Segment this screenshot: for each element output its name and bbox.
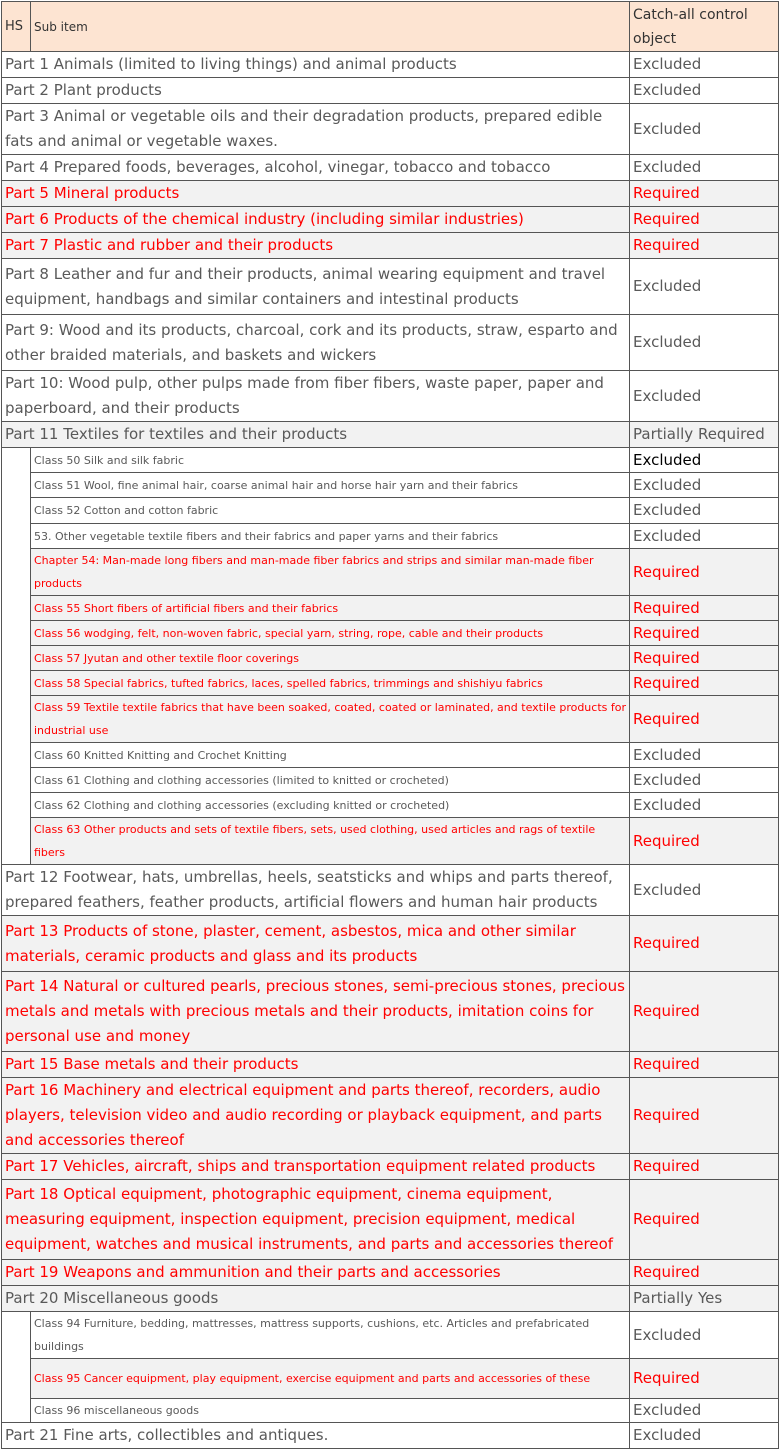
part-row — [2, 104, 779, 155]
control-value-cell: Required — [630, 207, 779, 233]
indent-gutter — [2, 743, 31, 768]
part-row — [2, 1180, 779, 1260]
control-value-cell: Excluded — [630, 1423, 779, 1449]
control-value-cell: Excluded — [630, 448, 779, 473]
sub-item-cell: Part 18 Optical equipment, photographic equipment, cinema equipment, measuring equipment, inspection equipment, precision equipment, medical equipment, watches and musical instruments, and parts and accessories thereof — [2, 1180, 630, 1260]
sub-item-cell: Class 52 Cotton and cotton fabric — [31, 498, 630, 524]
sub-item-cell: Class 63 Other products and sets of textile fibers, sets, used clothing, used articles and rags of textile fibers — [31, 818, 630, 865]
control-value-cell: Excluded — [630, 78, 779, 104]
part-row — [2, 78, 779, 104]
part-row — [2, 181, 779, 207]
class-row — [2, 524, 779, 549]
control-value-cell: Excluded — [630, 259, 779, 315]
part-row — [2, 259, 779, 315]
control-value-cell: Excluded — [630, 473, 779, 498]
part-row — [2, 1154, 779, 1180]
sub-item-cell: Class 60 Knitted Knitting and Crochet Knitting — [31, 743, 630, 768]
sub-item-cell: Part 11 Textiles for textiles and their products — [2, 422, 630, 448]
control-value-cell: Excluded — [630, 1312, 779, 1359]
class-row — [2, 793, 779, 818]
class-row — [2, 596, 779, 621]
control-value-cell: Required — [630, 916, 779, 972]
sub-item-cell: Part 15 Base metals and their products — [2, 1052, 630, 1078]
indent-gutter — [2, 1312, 31, 1359]
class-row — [2, 818, 779, 865]
sub-item-cell: Part 21 Fine arts, collectibles and antiques. — [2, 1423, 630, 1449]
part-row — [2, 972, 779, 1052]
class-row — [2, 621, 779, 646]
control-value-cell: Partially Yes — [630, 1286, 779, 1312]
control-value-cell: Required — [630, 1260, 779, 1286]
sub-item-cell: Part 17 Vehicles, aircraft, ships and transportation equipment related products — [2, 1154, 630, 1180]
indent-gutter — [2, 621, 31, 646]
part-row — [2, 371, 779, 422]
control-value-cell: Excluded — [630, 371, 779, 422]
control-value-cell: Required — [630, 596, 779, 621]
part-row — [2, 52, 779, 78]
class-row — [2, 549, 779, 596]
sub-item-column-header: Sub item — [31, 2, 630, 52]
indent-gutter — [2, 818, 31, 865]
class-row — [2, 473, 779, 498]
control-value-cell: Excluded — [630, 498, 779, 524]
indent-gutter — [2, 696, 31, 743]
part-row — [2, 422, 779, 448]
control-value-cell: Excluded — [630, 524, 779, 549]
control-value-cell: Required — [630, 1052, 779, 1078]
sub-item-cell: Part 9: Wood and its products, charcoal, cork and its products, straw, esparto and other braided materials, and baskets and wickers — [2, 315, 630, 371]
sub-item-cell: Class 59 Textile textile fabrics that have been soaked, coated, coated or laminated, and textile products for industrial use — [31, 696, 630, 743]
indent-gutter — [2, 524, 31, 549]
indent-gutter — [2, 646, 31, 671]
part-row — [2, 155, 779, 181]
control-value-cell: Required — [630, 233, 779, 259]
part-row — [2, 1260, 779, 1286]
sub-item-cell: Part 13 Products of stone, plaster, cement, asbestos, mica and other similar materials, ceramic products and glass and its products — [2, 916, 630, 972]
table-body — [2, 52, 779, 1449]
indent-gutter — [2, 768, 31, 793]
class-row — [2, 1312, 779, 1359]
control-value-cell: Required — [630, 972, 779, 1052]
sub-item-cell: Class 96 miscellaneous goods — [31, 1399, 630, 1423]
sub-item-cell: Class 57 Jyutan and other textile floor coverings — [31, 646, 630, 671]
control-value-cell: Required — [630, 621, 779, 646]
control-value-cell: Excluded — [630, 104, 779, 155]
control-value-cell: Required — [630, 646, 779, 671]
class-row — [2, 1359, 779, 1399]
part-row — [2, 207, 779, 233]
sub-item-cell: Chapter 54: Man-made long fibers and man-made fiber fabrics and strips and similar man-made fiber products — [31, 549, 630, 596]
control-value-cell: Excluded — [630, 768, 779, 793]
class-row — [2, 1399, 779, 1423]
class-row — [2, 498, 779, 524]
control-value-cell: Excluded — [630, 52, 779, 78]
sub-item-cell: Part 10: Wood pulp, other pulps made from fiber fibers, waste paper, paper and paperboard, and their products — [2, 371, 630, 422]
control-value-cell: Required — [630, 1078, 779, 1154]
indent-gutter — [2, 498, 31, 524]
indent-gutter — [2, 596, 31, 621]
control-value-cell: Excluded — [630, 793, 779, 818]
sub-item-cell: Part 12 Footwear, hats, umbrellas, heels, seatsticks and whips and parts thereof, prepared feathers, feather products, artificial flowers and human hair products — [2, 865, 630, 916]
indent-gutter — [2, 473, 31, 498]
part-row — [2, 865, 779, 916]
control-value-cell: Required — [630, 696, 779, 743]
control-value-cell: Required — [630, 181, 779, 207]
control-value-cell: Required — [630, 818, 779, 865]
control-value-cell: Excluded — [630, 743, 779, 768]
sub-item-cell: Class 56 wodging, felt, non-woven fabric, special yarn, string, rope, cable and their products — [31, 621, 630, 646]
sub-item-cell: Part 6 Products of the chemical industry (including similar industries) — [2, 207, 630, 233]
sub-item-cell: Part 4 Prepared foods, beverages, alcohol, vinegar, tobacco and tobacco — [2, 155, 630, 181]
sub-item-cell: Class 95 Cancer equipment, play equipment, exercise equipment and parts and accessories of these — [31, 1359, 630, 1399]
sub-item-cell: Part 2 Plant products — [2, 78, 630, 104]
part-row — [2, 1286, 779, 1312]
control-value-cell: Partially Required — [630, 422, 779, 448]
control-value-cell: Required — [630, 1359, 779, 1399]
sub-item-cell: Class 51 Wool, fine animal hair, coarse animal hair and horse hair yarn and their fabrics — [31, 473, 630, 498]
sub-item-cell: Class 94 Furniture, bedding, mattresses, mattress supports, cushions, etc. Articles and prefabricated buildings — [31, 1312, 630, 1359]
class-row — [2, 743, 779, 768]
part-row — [2, 916, 779, 972]
sub-item-cell: Class 62 Clothing and clothing accessories (excluding knitted or crocheted) — [31, 793, 630, 818]
part-row — [2, 1052, 779, 1078]
control-value-cell: Required — [630, 1180, 779, 1260]
part-row — [2, 315, 779, 371]
sub-item-cell: Part 3 Animal or vegetable oils and their degradation products, prepared edible fats and animal or vegetable waxes. — [2, 104, 630, 155]
class-row — [2, 768, 779, 793]
sub-item-cell: Class 58 Special fabrics, tufted fabrics, laces, spelled fabrics, trimmings and shishiyu fabrics — [31, 671, 630, 696]
table-header-row — [2, 2, 779, 52]
control-value-cell: Required — [630, 671, 779, 696]
indent-gutter — [2, 549, 31, 596]
sub-item-cell: Part 14 Natural or cultured pearls, precious stones, semi-precious stones, precious metals and metals with precious metals and their products, imitation coins for personal use and money — [2, 972, 630, 1052]
sub-item-cell: Part 20 Miscellaneous goods — [2, 1286, 630, 1312]
class-row — [2, 646, 779, 671]
indent-gutter — [2, 793, 31, 818]
indent-gutter — [2, 671, 31, 696]
sub-item-cell: Class 50 Silk and silk fabric — [31, 448, 630, 473]
control-value-cell: Excluded — [630, 315, 779, 371]
sub-item-cell: Part 1 Animals (limited to living things) and animal products — [2, 52, 630, 78]
indent-gutter — [2, 1359, 31, 1399]
indent-gutter — [2, 448, 31, 473]
sub-item-cell: Part 7 Plastic and rubber and their products — [2, 233, 630, 259]
control-value-cell: Excluded — [630, 155, 779, 181]
sub-item-cell: Part 8 Leather and fur and their products, animal wearing equipment and travel equipment, handbags and similar containers and intestinal products — [2, 259, 630, 315]
sub-item-cell: Class 55 Short fibers of artificial fibers and their fabrics — [31, 596, 630, 621]
control-value-cell: Required — [630, 1154, 779, 1180]
control-value-cell: Excluded — [630, 1399, 779, 1423]
class-row — [2, 448, 779, 473]
part-row — [2, 1423, 779, 1449]
sub-item-cell: 53. Other vegetable textile fibers and their fabrics and paper yarns and their fabrics — [31, 524, 630, 549]
sub-item-cell: Part 19 Weapons and ammunition and their parts and accessories — [2, 1260, 630, 1286]
sub-item-cell: Part 5 Mineral products — [2, 181, 630, 207]
class-row — [2, 696, 779, 743]
class-row — [2, 671, 779, 696]
hs-column-header: HS — [2, 2, 31, 52]
control-value-cell: Required — [630, 549, 779, 596]
part-row — [2, 233, 779, 259]
catch-all-control-table — [1, 1, 779, 1449]
indent-gutter — [2, 1399, 31, 1423]
control-column-header: Catch-all control object — [630, 2, 779, 52]
sub-item-cell: Class 61 Clothing and clothing accessories (limited to knitted or crocheted) — [31, 768, 630, 793]
sub-item-cell: Part 16 Machinery and electrical equipment and parts thereof, recorders, audio players, television video and audio recording or playback equipment, and parts and accessories thereof — [2, 1078, 630, 1154]
part-row — [2, 1078, 779, 1154]
control-value-cell: Excluded — [630, 865, 779, 916]
